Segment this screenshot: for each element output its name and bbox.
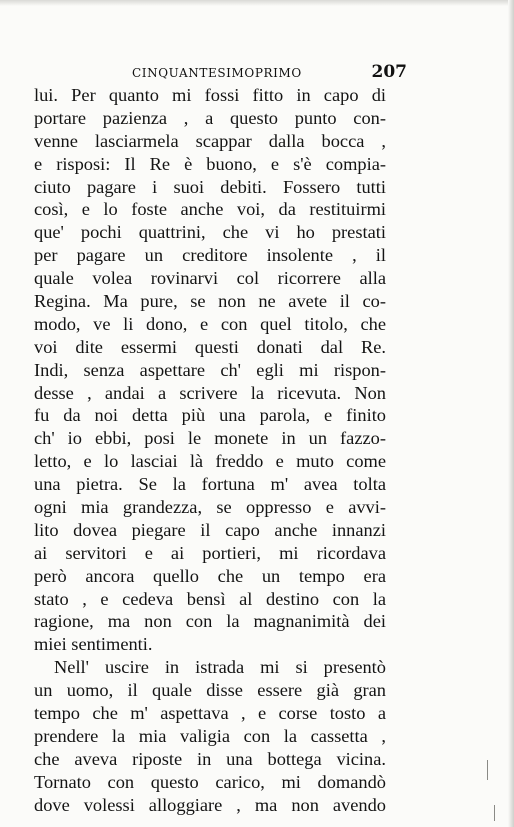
text-line: ch' io ebbi, posi le monete in un fazzo- — [34, 428, 386, 449]
text-line: lito dovea piegare il capo anche innanzi — [34, 519, 386, 540]
paragraph-end-line: miei sentimenti. — [34, 634, 153, 655]
running-head — [132, 64, 407, 84]
running-title: CINQUANTESIMOPRIMO — [132, 66, 302, 80]
text-line: una pietra. Se la fortuna m' avea tolta — [34, 474, 386, 495]
text-line: ai servitori e ai portieri, mi ricordava — [34, 542, 386, 563]
text-line: letto, e lo lasciai là freddo e muto come — [34, 451, 386, 472]
text-line: desse , andai a scrivere la ricevuta. Non — [34, 382, 386, 403]
paragraph-start-line: Nell' uscire in istrada mi si presentò — [54, 657, 386, 678]
text-line: voi dite essermi questi donati dal Re. — [34, 336, 386, 357]
text-line: Tornato con questo carico, mi domandò — [34, 771, 386, 792]
text-line: fu da noi detta più una parola, e finito — [34, 405, 386, 426]
text-line: portare pazienza , a questo punto con- — [34, 107, 386, 128]
text-line: così, e lo foste anche voi, da restituirmi — [34, 199, 386, 220]
text-line: prendere la mia valigia con la cassetta , — [34, 725, 386, 746]
page-top-edge — [0, 0, 514, 6]
text-line: e risposi: Il Re è buono, e s'è compia- — [34, 153, 386, 174]
paper-mark — [487, 760, 488, 780]
page-number: 207 — [371, 62, 407, 82]
text-line: ragione, ma non con la magnanimità dei — [34, 611, 386, 632]
text-line: un uomo, il quale disse essere già gran — [34, 680, 386, 701]
text-line: per pagare un creditore insolente , il — [34, 245, 386, 266]
text-line: ogni mia grandezza, se oppresso e avvi- — [34, 497, 386, 518]
text-line: quale volea rovinarvi col ricorrere alla — [34, 268, 386, 289]
text-line: tempo che m' aspettava , e corse tosto a — [34, 703, 386, 724]
text-line: lui. Per quanto mi fossi fitto in capo di — [34, 85, 386, 105]
text-line: que' pochi quattrini, che vi ho prestati — [34, 222, 386, 243]
text-line: Indi, senza aspettare ch' egli mi rispon- — [34, 359, 386, 380]
paper-mark — [494, 805, 495, 821]
text-line: modo, ve li dono, e con quel titolo, che — [34, 313, 386, 334]
text-line: però ancora quello che un tempo era — [34, 565, 386, 586]
text-line: Regina. Ma pure, se non ne avete il co- — [34, 291, 386, 312]
text-line: venne lasciarmela scappar dalla bocca , — [34, 130, 386, 151]
text-line: stato , e cedeva bensì al destino con la — [34, 588, 386, 609]
text-line: che aveva riposte in una bottega vicina. — [34, 748, 386, 769]
body-text — [34, 84, 386, 817]
page-right-edge — [508, 0, 514, 827]
text-line: ciuto pagare i suoi debiti. Fossero tutti — [34, 176, 386, 197]
text-line: dove volessi alloggiare , ma non avendo — [34, 794, 386, 815]
